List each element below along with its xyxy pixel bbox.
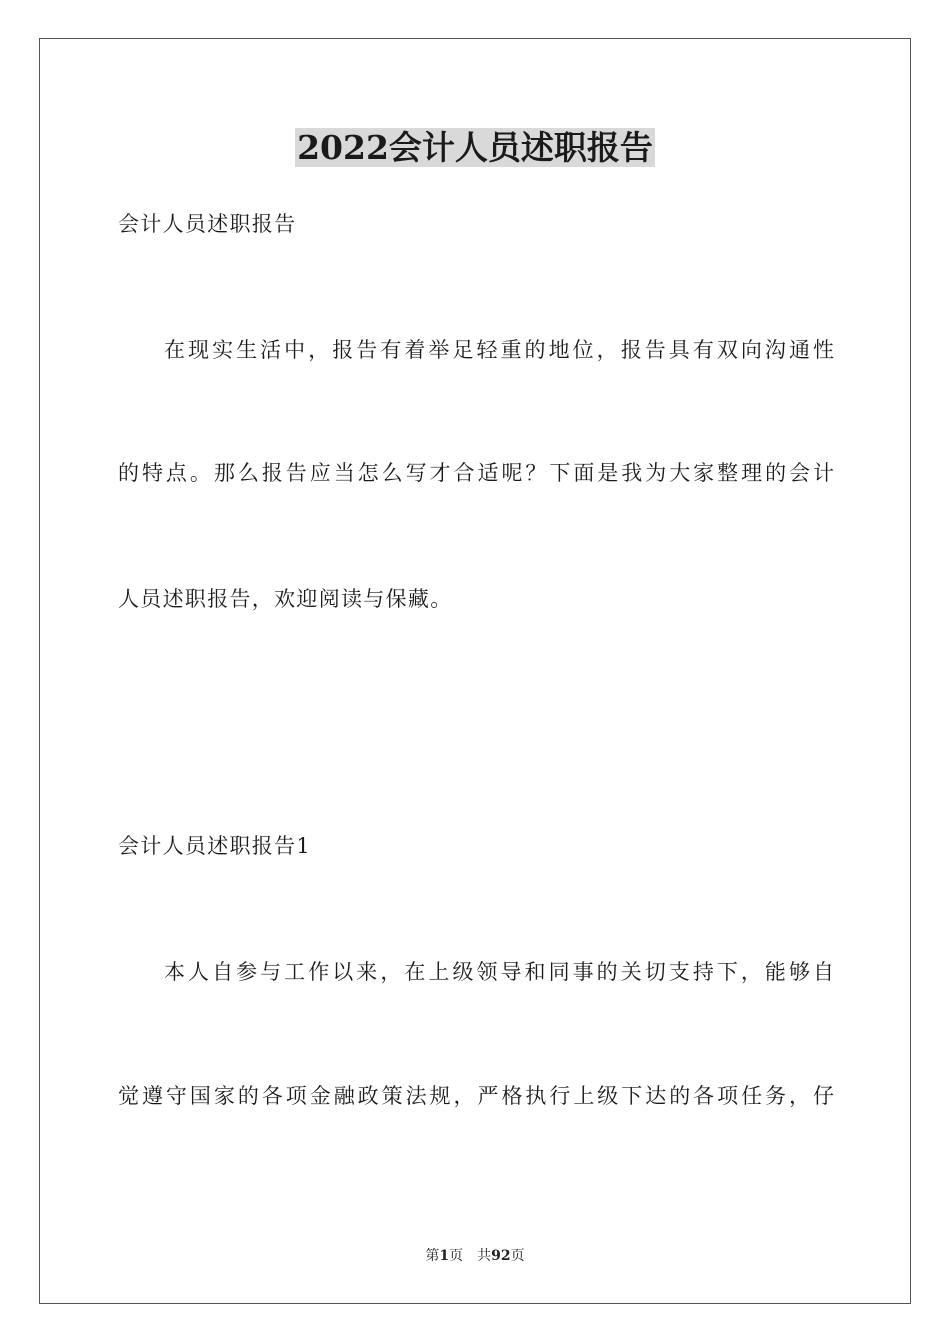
footer-prefix: 第 — [425, 1248, 440, 1264]
footer-total-pages: 92 — [491, 1248, 511, 1264]
footer-current-page: 1 — [439, 1248, 450, 1264]
section-line-1: 本人自参与工作以来，在上级领导和同事的关切支持下，能够自 — [164, 960, 834, 984]
footer-mid: 页 共 — [449, 1248, 492, 1264]
document-title — [0, 128, 950, 168]
page-footer — [0, 1247, 950, 1265]
document-title-text: 2022会计人员述职报告 — [297, 128, 653, 167]
intro-line-1: 在现实生活中，报告有着举足轻重的地位，报告具有双向沟通性 — [164, 338, 834, 362]
intro-line-2: 的特点。那么报告应当怎么写才合适呢？下面是我为大家整理的会计 — [118, 461, 834, 485]
intro-line-3: 人员述职报告，欢迎阅读与保藏。 — [118, 587, 453, 611]
section-line-2: 觉遵守国家的各项金融政策法规，严格执行上级下达的各项任务，仔 — [118, 1084, 834, 1108]
document-subtitle: 会计人员述职报告 — [118, 212, 297, 236]
footer-suffix: 页 — [510, 1248, 525, 1264]
section-heading: 会计人员述职报告1 — [118, 834, 312, 858]
